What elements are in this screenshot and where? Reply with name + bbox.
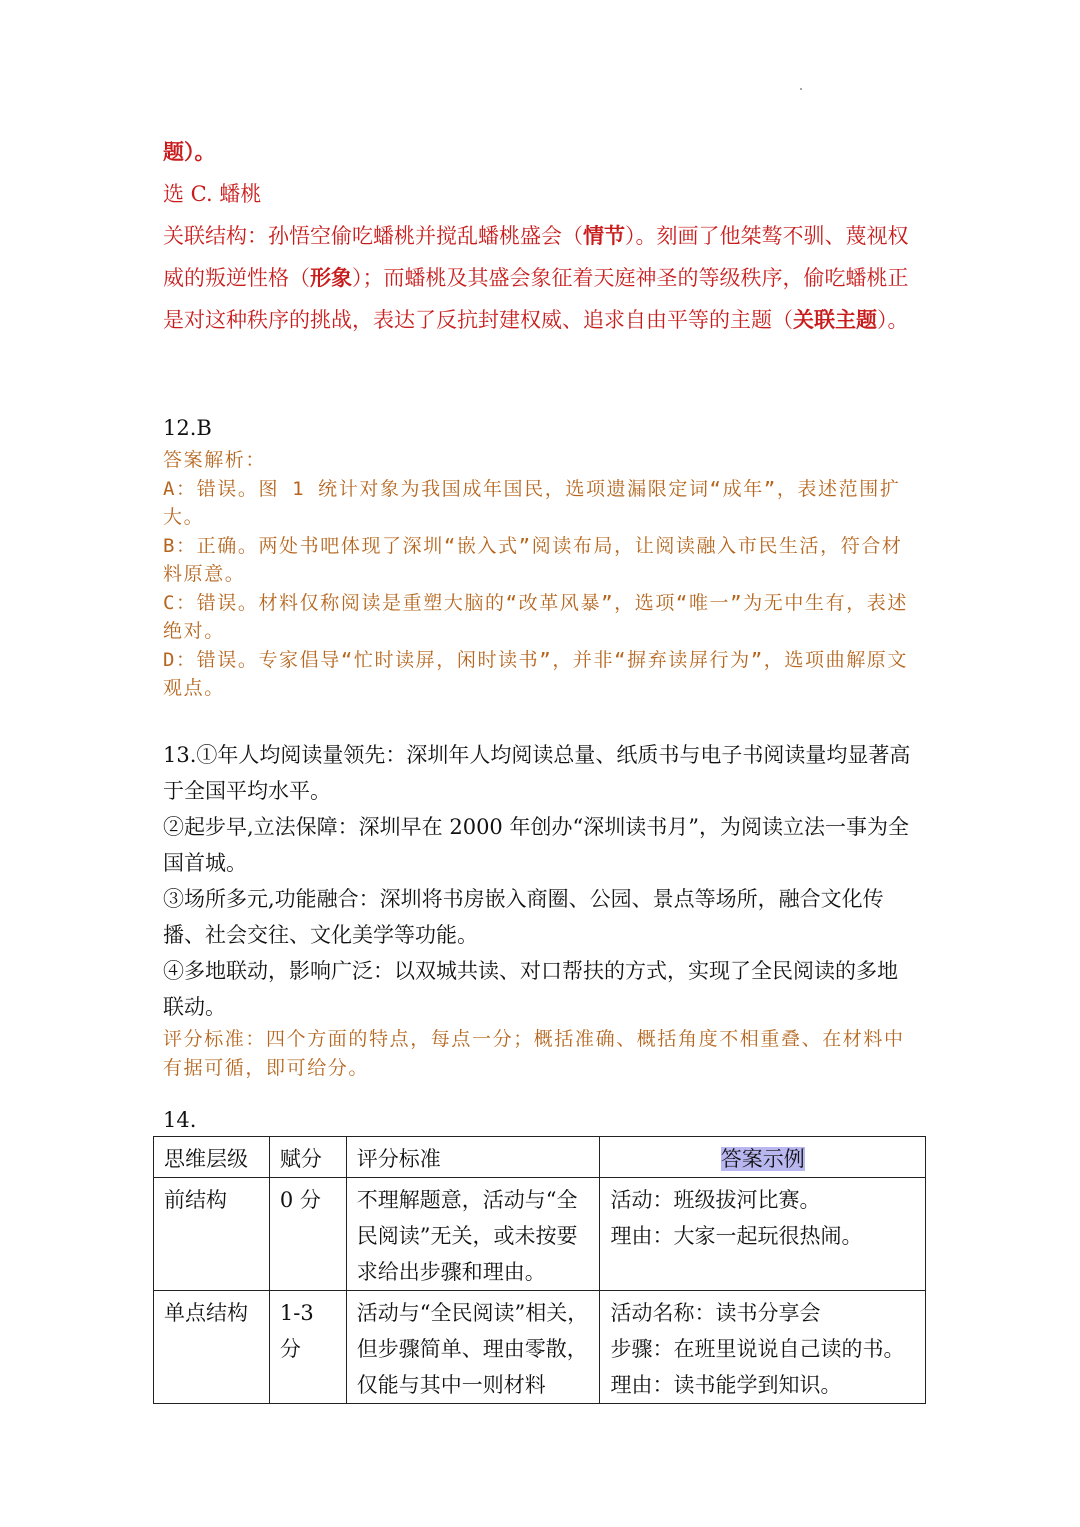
question-12	[163, 410, 918, 703]
row1-example-line-1: 活动：班级拔河比赛。	[610, 1188, 821, 1212]
q13-point-3: ③场所多元,功能融合：深圳将书房嵌入商圈、公园、景点等场所，融合文化传播、社会交往、文化美学等功能。	[163, 887, 884, 947]
row2-example	[600, 1291, 926, 1404]
assoc-text-4: ）。	[877, 308, 909, 332]
association-paragraph	[163, 215, 918, 341]
row1-example	[600, 1178, 926, 1291]
assoc-text-1: 关联结构：孙悟空偷吃蟠桃并搅乱蟠桃盛会（	[163, 224, 583, 248]
q13-scoring: 评分标准：四个方面的特点，每点一分；概括准确、概括角度不相重叠、在材料中有据可循，即可给分。	[163, 1028, 905, 1079]
question-14-number-wrap	[163, 1103, 918, 1137]
assoc-text-2: ）。刻画了他桀骜不驯、蔑视权威的叛逆性格（	[163, 224, 909, 290]
q12-item-b: B：正确。两处书吧体现了深圳“嵌入式”阅读布局，让阅读融入市民生活，符合材料原意。	[163, 534, 903, 585]
q12-item-c: C：错误。材料仅称阅读是重塑大脑的“改革风暴”，选项“唯一”为无中生有，表述绝对。	[163, 591, 908, 642]
table-header-row	[154, 1137, 926, 1178]
row2-level: 单点结构	[154, 1291, 270, 1404]
q13-point-2: ②起步早,立法保障：深圳早在 2000 年创办“深圳读书月”，为阅读立法一事为全国首城。	[163, 815, 909, 875]
q13-point-1: 13.①年人均阅读量领先：深圳年人均阅读总量、纸质书与电子书阅读量均显著高于全国平均水平。	[163, 743, 911, 803]
row2-score: 1-3 分	[269, 1291, 346, 1404]
assoc-bold-theme: 关联主题	[793, 307, 877, 332]
q14-number: 14.	[163, 1108, 197, 1132]
header-criteria: 评分标准	[346, 1137, 600, 1178]
row1-example-line-2: 理由：大家一起玩很热闹。	[610, 1224, 863, 1248]
table-row	[154, 1291, 926, 1404]
q12-number: 12.B	[163, 416, 212, 440]
table-row	[154, 1178, 926, 1291]
q12-item-d: D：错误。专家倡导“忙时读屏，闲时读书”，并非“摒弃读屏行为”，选项曲解原文观点。	[163, 648, 908, 699]
header-example: 答案示例	[720, 1147, 805, 1171]
choice-c-label: 选 C. 蟠桃	[163, 182, 262, 206]
assoc-text-3: ）；而蟠桃及其盛会象征着天庭神圣的等级秩序，偷吃蟠桃正是对这种秩序的挑战，表达了反抗封建权威、追求自由平等的主题（	[163, 266, 909, 332]
row1-score: 0 分	[269, 1178, 346, 1291]
row2-example-line-1: 活动名称：读书分享会	[610, 1301, 821, 1325]
q13-point-4: ④多地联动，影响广泛：以双城共读、对口帮扶的方式，实现了全民阅读的多地联动。	[163, 959, 898, 1019]
row2-example-line-3: 理由：读书能学到知识。	[610, 1373, 842, 1397]
assoc-bold-image: 形象	[310, 265, 352, 290]
assoc-bold-plot: 情节	[583, 223, 625, 248]
q12-title: 答案解析：	[163, 449, 267, 471]
row2-criteria: 活动与“全民阅读”相关，但步骤简单、理由零散，仅能与其中一则材料	[346, 1291, 600, 1404]
q12-item-a: A：错误。图 1 统计对象为我国成年国民，选项遗漏限定词“成年”，表述范围扩大。	[163, 477, 901, 528]
previous-answer-end	[163, 131, 918, 173]
question-13	[163, 737, 918, 1082]
row1-criteria: 不理解题意，活动与“全民阅读”无关，或未按要求给出步骤和理由。	[346, 1178, 600, 1291]
choice-c-section	[163, 173, 918, 341]
header-score: 赋分	[269, 1137, 346, 1178]
header-level: 思维层级	[154, 1137, 270, 1178]
row2-example-line-2: 步骤：在班里说说自己读的书。	[610, 1337, 905, 1361]
page-dot-mark	[800, 88, 802, 90]
row1-level: 前结构	[154, 1178, 270, 1291]
header-example-cell	[600, 1137, 926, 1178]
previous-answer-tail: 题）。	[163, 139, 216, 164]
q14-rubric-table	[153, 1136, 926, 1404]
